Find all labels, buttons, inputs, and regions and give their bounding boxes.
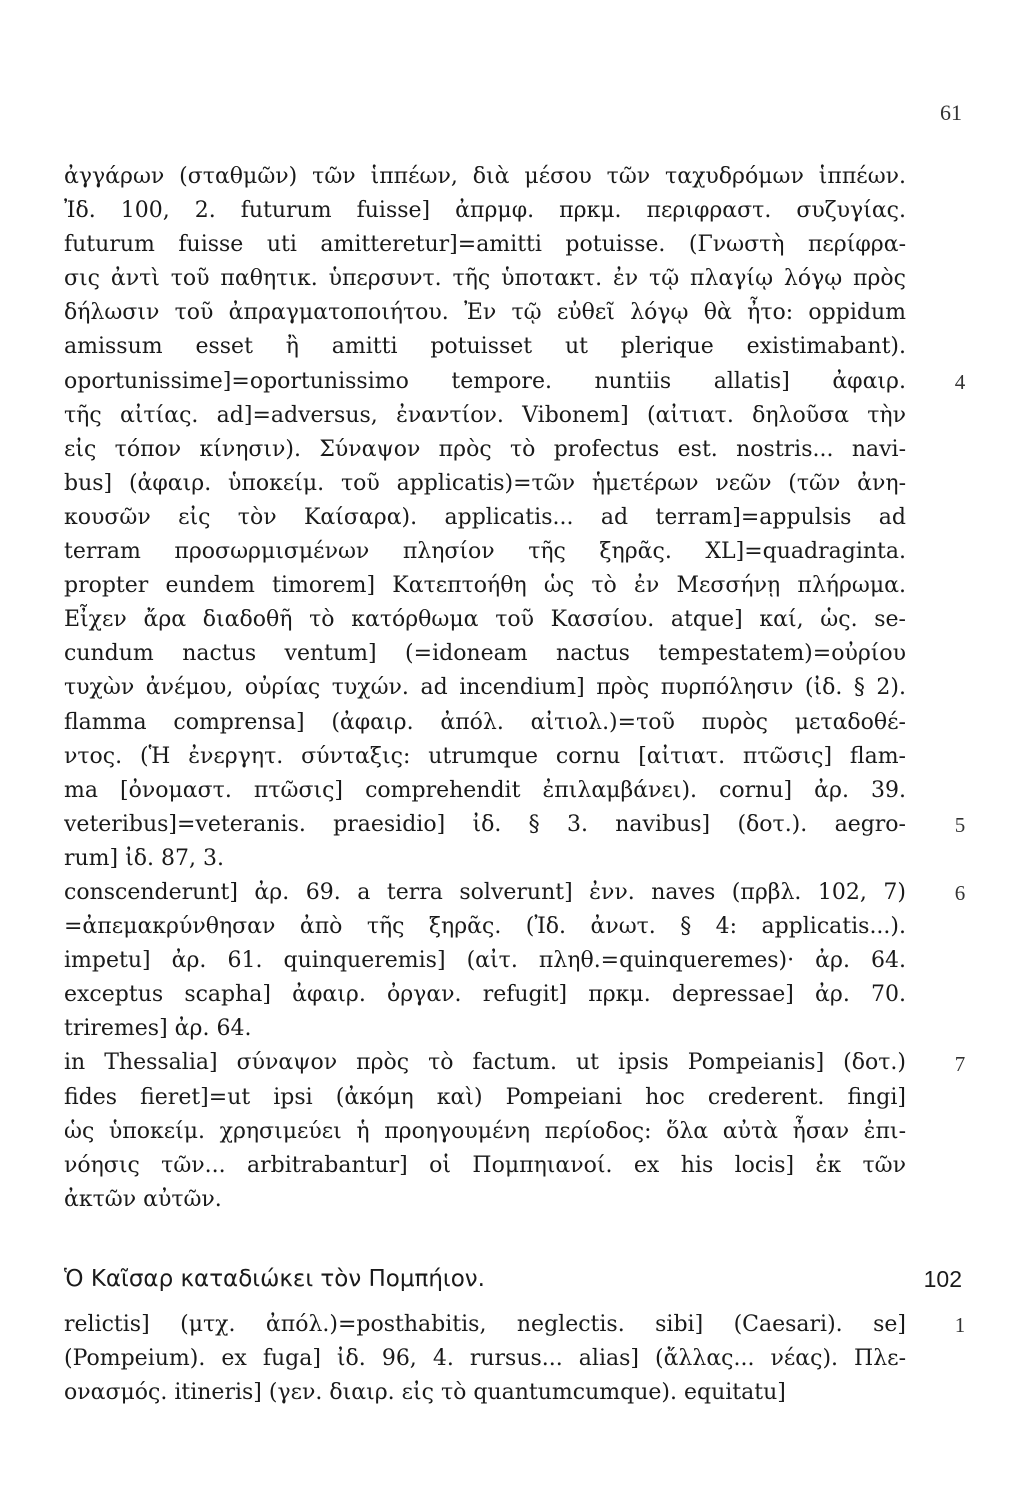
text-line	[64, 808, 906, 842]
line-text: cundum nactus ventum] (=idoneam nactus tempestatem)=οὐρίου	[64, 641, 906, 667]
line-text: conscenderunt] ἀρ. 69. a terra solverunt] ἐνν. naves (πρβλ. 102, 7)	[64, 879, 906, 905]
line-text: triremes] ἀρ. 64.	[64, 1016, 252, 1042]
margin-number: 6	[954, 881, 966, 906]
margin-number: 5	[954, 812, 966, 837]
section-title: Ὁ Καῖσαρ καταδιώκει τὸν Πομπήιον.	[64, 1266, 485, 1292]
line-text: amissum esset ἢ amitti potuisset ut plerique existimabant).	[64, 334, 906, 360]
line-text: terram προσωρμισμένων πλησίον τῆς ξηρᾶς. XL]=quadraginta.	[64, 539, 906, 565]
text-line	[64, 876, 906, 910]
text-line	[64, 296, 906, 330]
line-text: =ἀπεμακρύνθησαν ἀπὸ τῆς ξηρᾶς. (Ἰδ. ἀνωτ. § 4: applicatis...).	[64, 914, 906, 940]
line-text: relictis] (μτχ. ἀπόλ.)=posthabitis, neglectis. sibi] (Caesari). se]	[64, 1312, 906, 1337]
text-line	[64, 1046, 906, 1080]
line-text: veteribus]=veteranis. praesidio] ἰδ. § 3. navibus] (δοτ.). aegro-	[64, 811, 906, 837]
text-line	[64, 1115, 906, 1149]
text-line	[64, 467, 906, 501]
text-line	[64, 671, 906, 705]
commentary-body	[64, 160, 966, 1217]
line-text: futurum fuisse uti amitteretur]=amitti potuisse. (Γνωστὴ περίφρα-	[64, 232, 906, 258]
page-number: 61	[940, 100, 962, 125]
text-line	[64, 535, 906, 569]
text-line	[64, 1342, 906, 1376]
text-line	[64, 365, 906, 399]
text-line	[64, 706, 906, 740]
line-text: oportunissime]=oportunissimo tempore. nuntiis allatis] ἀφαιρ.	[64, 368, 906, 394]
text-line	[64, 262, 906, 296]
text-line	[64, 1012, 906, 1046]
line-text: Ἰδ. 100, 2. futurum fuisse] ἀπρμφ. πρκμ. περιφραστ. συζυγίας.	[64, 198, 906, 224]
line-text: propter eundem timorem] Κατεπτοήθη ὡς τὸ ἐν Μεσσήνῃ πλήρωμα.	[64, 573, 906, 599]
text-line	[64, 740, 906, 774]
text-line	[64, 978, 906, 1012]
line-text: fides fieret]=ut ipsi (ἀκόμη καὶ) Pompeiani hoc crederent. fingi]	[64, 1084, 906, 1110]
text-line	[64, 637, 906, 671]
text-line	[64, 774, 906, 808]
line-text: ἀκτῶν αὐτῶν.	[64, 1186, 222, 1212]
text-line	[64, 1149, 906, 1183]
text-line	[64, 910, 906, 944]
text-line	[64, 160, 906, 194]
line-text: ma [ὀνομαστ. πτῶσις] comprehendit ἐπιλαμβάνει). cornu] ἀρ. 39.	[64, 777, 906, 803]
margin-number: 1	[954, 1313, 966, 1337]
section-body	[64, 1308, 966, 1410]
section-heading	[64, 1262, 962, 1296]
line-text: ἀγγάρων (σταθμῶν) τῶν ἱππέων, διὰ μέσου τῶν ταχυδρόμων ἱππέων.	[64, 164, 906, 189]
line-text: τῆς αἰτίας. ad]=adversus, ἐναντίον. Vibonem] (αἰτιατ. δηλοῦσα τὴν	[64, 402, 906, 428]
margin-number: 4	[954, 369, 966, 394]
text-line	[64, 944, 906, 978]
text-line	[64, 603, 906, 637]
text-line	[64, 501, 906, 535]
text-line	[64, 842, 906, 876]
line-text: in Thessalia] σύναψον πρὸς τὸ factum. ut ipsis Pompeianis] (δοτ.)	[64, 1050, 906, 1076]
line-text: σις ἀντὶ τοῦ παθητικ. ὑπερσυντ. τῆς ὑποτακτ. ἐν τῷ πλαγίῳ λόγῳ πρὸς	[64, 266, 906, 292]
text-line	[64, 1376, 906, 1410]
text-line	[64, 330, 906, 364]
text-line	[64, 1183, 906, 1217]
section-number: 102	[923, 1266, 962, 1292]
text-line	[64, 1081, 906, 1115]
line-text: rum] ἰδ. 87, 3.	[64, 845, 224, 871]
line-text: Εἶχεν ἄρα διαδοθῆ τὸ κατόρθωμα τοῦ Κασσίου. atque] καί, ὡς. se-	[64, 607, 906, 633]
text-line	[64, 1308, 906, 1342]
line-text: νόησις τῶν... arbitrabantur] οἱ Πομπηιανοί. ex his locis] ἐκ τῶν	[64, 1152, 906, 1178]
line-text: flamma comprensa] (ἀφαιρ. ἀπόλ. αἰτιολ.)=τοῦ πυρὸς μεταδοθέ-	[64, 709, 906, 735]
text-line	[64, 569, 906, 603]
text-line	[64, 194, 906, 228]
line-text: impetu] ἀρ. 61. quinqueremis] (αἰτ. πληθ.=quinqueremes)· ἀρ. 64.	[64, 948, 906, 974]
line-text: ντος. (Ἡ ἐνεργητ. σύνταξις: utrumque cornu [αἰτιατ. πτῶσις] flam-	[64, 743, 906, 769]
text-line	[64, 433, 906, 467]
line-text: ονασμός. itineris] (γεν. διαιρ. εἰς τὸ quantumcumque). equitatu]	[64, 1380, 786, 1406]
text-line	[64, 399, 906, 433]
text-line	[64, 228, 906, 262]
line-text: (Pompeium). ex fuga] ἰδ. 96, 4. rursus... alias] (ἄλλας... νέας). Πλε-	[64, 1346, 906, 1372]
line-text: εἰς τόπον κίνησιν). Σύναψον πρὸς τὸ profectus est. nostris... navi-	[64, 436, 906, 462]
margin-number: 7	[954, 1051, 966, 1076]
line-text: bus] (ἀφαιρ. ὑποκείμ. τοῦ applicatis)=τῶν ἡμετέρων νεῶν (τῶν ἀνη-	[64, 470, 906, 496]
line-text: ὡς ὑποκείμ. χρησιμεύει ἡ προηγουμένη περίοδος: ὅλα αὐτὰ ἦσαν ἐπι-	[64, 1118, 906, 1144]
line-text: κουσῶν εἰς τὸν Καίσαρα). applicatis... ad terram]=appulsis ad	[64, 504, 906, 530]
line-text: δήλωσιν τοῦ ἀπραγματοποιήτου. Ἐν τῷ εὐθεῖ λόγῳ θὰ ἦτο: oppidum	[64, 300, 906, 326]
line-text: exceptus scapha] ἀφαιρ. ὀργαν. refugit] πρκμ. depressae] ἀρ. 70.	[64, 982, 906, 1008]
line-text: τυχὼν ἀνέμου, οὐρίας τυχών. ad incendium] πρὸς πυρπόλησιν (ἰδ. § 2).	[64, 675, 906, 701]
